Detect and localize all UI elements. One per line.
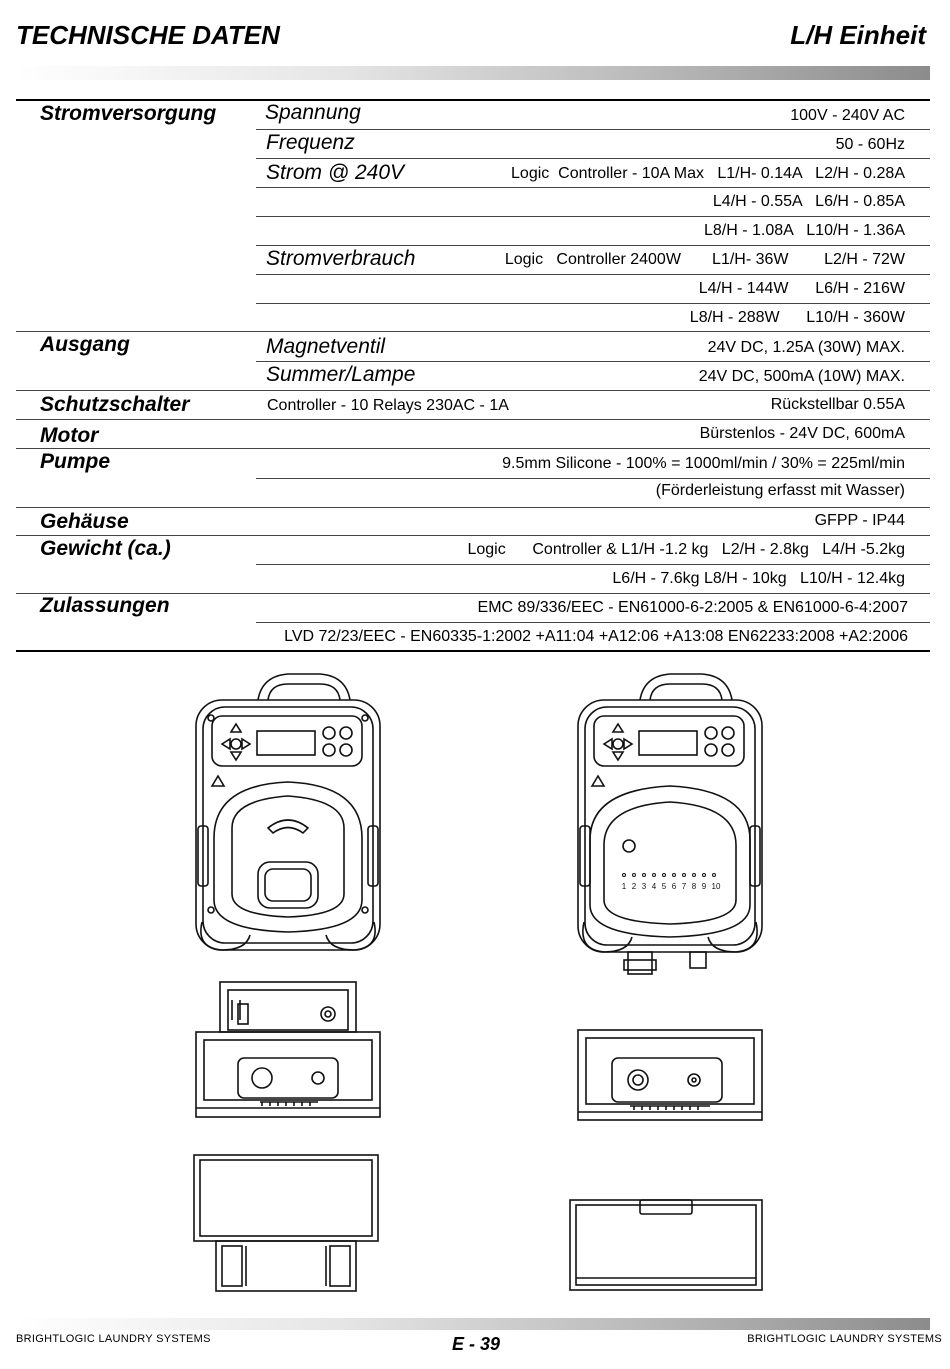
label-spannung: Spannung xyxy=(265,101,361,124)
section-motor: Motor xyxy=(40,424,99,447)
relay-label: 5 xyxy=(661,882,667,891)
value-summer: 24V DC, 500mA (10W) MAX. xyxy=(698,368,905,385)
value-gewicht-1: Logic Controller & L1/H -1.2 kg L2/H - 2.8kg L4/H -5.2kg xyxy=(467,541,905,558)
value-frequenz: 50 - 60Hz xyxy=(835,136,905,153)
relay-label: 3 xyxy=(641,882,647,891)
footer-brand-right: BRIGHTLOGIC LAUNDRY SYSTEMS xyxy=(747,1333,942,1345)
value-schutz-right: Rückstellbar 0.55A xyxy=(770,396,905,413)
footer-gradient-bar xyxy=(16,1318,930,1330)
relay-label: 4 xyxy=(651,882,657,891)
value-pumpe-2: (Förderleistung erfasst mit Wasser) xyxy=(655,482,905,499)
front-view-controller-unit xyxy=(578,674,762,974)
value-magnetventil: 24V DC, 1.25A (30W) MAX. xyxy=(707,339,905,356)
label-summer: Summer/Lampe xyxy=(266,363,416,386)
value-zul-2: LVD 72/23/EEC - EN60335-1:2002 +A11:04 +A12:06 +A13:08 EN62233:2008 +A2:2006 xyxy=(284,628,908,645)
value-spannung: 100V - 240V AC xyxy=(790,107,905,124)
label-magnetventil: Magnetventil xyxy=(266,335,386,358)
page-number: E - 39 xyxy=(452,1334,501,1354)
page-title: TECHNISCHE DATEN xyxy=(16,20,280,50)
side-view-pump-unit xyxy=(194,1155,378,1291)
footer-brand-left: BRIGHTLOGIC LAUNDRY SYSTEMS xyxy=(16,1333,211,1345)
label-stromverbrauch: Stromverbrauch xyxy=(266,247,416,270)
relay-label: 6 xyxy=(671,882,677,891)
label-frequenz: Frequenz xyxy=(266,131,355,154)
bottom-view-controller-unit xyxy=(578,1030,762,1120)
relay-label: 7 xyxy=(681,882,687,891)
relay-label: 10 xyxy=(711,882,721,891)
section-gewicht: Gewicht (ca.) xyxy=(40,537,171,560)
section-zulassungen: Zulassungen xyxy=(40,594,170,617)
section-ausgang: Ausgang xyxy=(40,333,130,356)
value-strom-1: Logic Controller - 10A Max L1/H- 0.14A L2/H - 0.28A xyxy=(511,165,905,182)
relay-numbers xyxy=(622,882,721,891)
relay-label: 2 xyxy=(631,882,637,891)
value-gehaeuse: GFPP - IP44 xyxy=(814,512,905,529)
value-verbrauch-1: Logic Controller 2400W L1/H- 36W L2/H - 72W xyxy=(504,251,905,268)
section-schutzschalter: Schutzschalter xyxy=(40,393,190,416)
relay-label: 8 xyxy=(691,882,697,891)
section-pumpe: Pumpe xyxy=(40,450,111,473)
value-strom-2: L4/H - 0.55A L6/H - 0.85A xyxy=(712,193,905,210)
front-view-pump-unit xyxy=(196,674,380,950)
value-zul-1: EMC 89/336/EEC - EN61000-6-2:2005 & EN61000-6-4:2007 xyxy=(477,599,908,616)
value-strom-3: L8/H - 1.08A L10/H - 1.36A xyxy=(703,222,905,239)
section-gehaeuse: Gehäuse xyxy=(40,510,129,533)
value-verbrauch-2: L4/H - 144W L6/H - 216W xyxy=(698,280,905,297)
label-strom: Strom @ 240V xyxy=(266,161,405,184)
section-stromversorgung: Stromversorgung xyxy=(40,102,217,125)
page-subtitle: L/H Einheit xyxy=(790,20,926,50)
bottom-view-pump-unit xyxy=(196,982,380,1117)
relay-label: 1 xyxy=(621,882,627,891)
side-view-controller-unit xyxy=(570,1200,762,1290)
value-schutz-left: Controller - 10 Relays 230AC - 1A xyxy=(267,397,509,414)
value-motor: Bürstenlos - 24V DC, 600mA xyxy=(699,425,905,442)
value-gewicht-2: L6/H - 7.6kg L8/H - 10kg L10/H - 12.4kg xyxy=(612,570,905,587)
value-verbrauch-3: L8/H - 288W L10/H - 360W xyxy=(689,309,905,326)
value-pumpe-1: 9.5mm Silicone - 100% = 1000ml/min / 30% = 225ml/min xyxy=(502,455,905,472)
relay-label: 9 xyxy=(701,882,707,891)
